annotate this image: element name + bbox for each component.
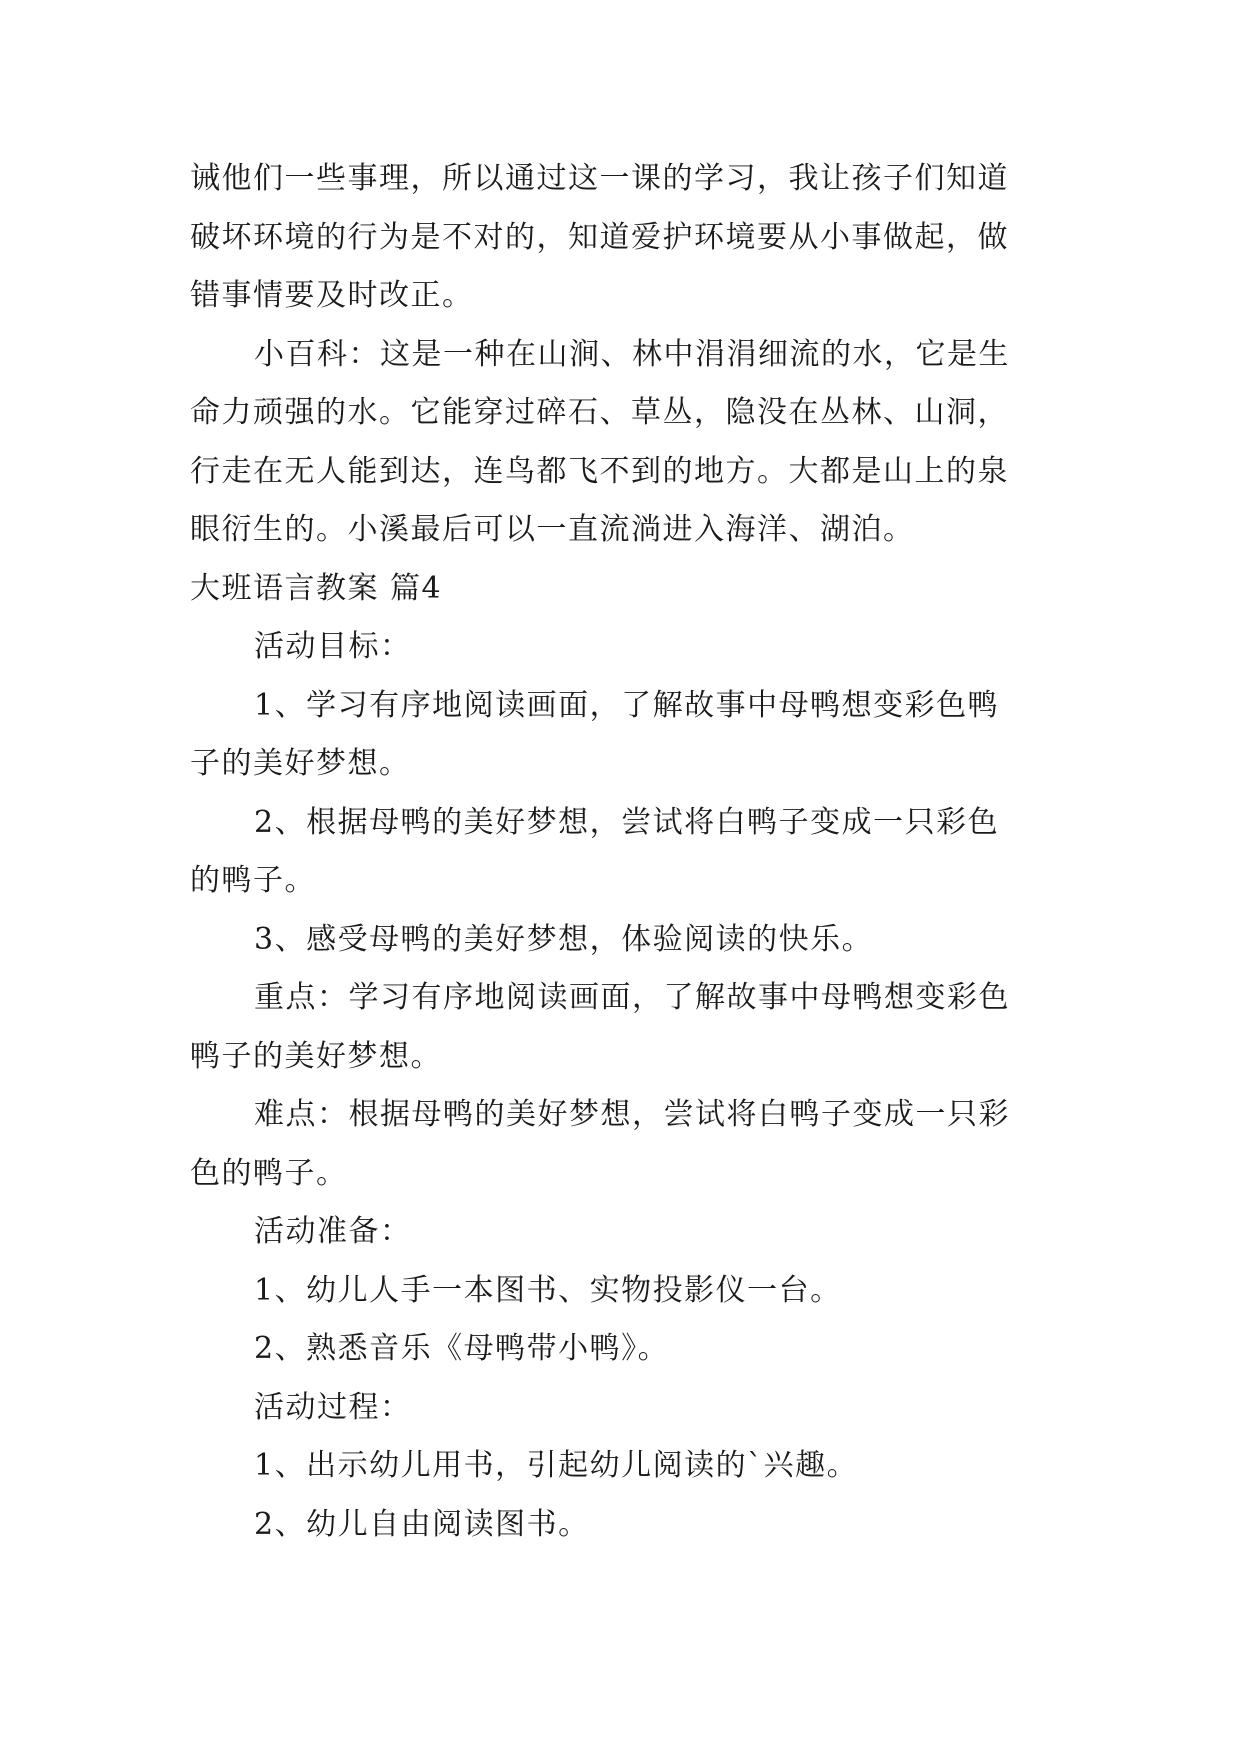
text-line: 色的鸭子。 (190, 1155, 348, 1191)
text-line: 错事情要及时改正。 (190, 278, 474, 313)
text-line: 小百科：这是一种在山涧、林中涓涓细流的水，它是生 (254, 336, 1010, 372)
text-line: 诫他们一些事理，所以通过这一课的学习，我让孩子们知道 (190, 161, 1009, 196)
text-line: 1、学习有序地阅读画面，了解故事中母鸭想变彩色鸭 (254, 687, 1000, 723)
text-line: 鸭子的美好梦想。 (190, 1038, 442, 1074)
text-line: 破坏环境的行为是不对的，知道爱护环境要从小事做起，做 (190, 219, 1009, 255)
text-line: 的鸭子。 (190, 863, 316, 898)
text-line: 眼衍生的。小溪最后可以一直流淌进入海洋、湖泊。 (190, 512, 915, 547)
goal-3-paragraph: 3、感受母鸭的美好梦想，体验阅读的快乐。 (254, 921, 874, 957)
text-line: 子的美好梦想。 (190, 746, 411, 781)
process-item-1: 1、出示幼儿用书，引起幼儿阅读的`兴趣。 (254, 1448, 859, 1483)
text-line: 命力顽强的水。它能穿过碎石、草丛，隐没在丛林、山洞， (190, 395, 1009, 430)
goal-1-paragraph (190, 677, 1050, 794)
section-title: 大班语言教案 篇4 (190, 570, 443, 606)
process-heading: 活动过程： (254, 1389, 412, 1425)
goal-2-paragraph (190, 794, 1050, 911)
prep-item-1: 1、幼儿人手一本图书、实物投影仪一台。 (254, 1272, 842, 1308)
text-line: 行走在无人能到达，连鸟都飞不到的地方。大都是山上的泉 (190, 453, 1009, 489)
continuation-paragraph (190, 150, 1050, 326)
prep-heading: 活动准备： (254, 1214, 412, 1249)
prep-item-2: 2、熟悉音乐《母鸭带小鸭》。 (254, 1331, 670, 1366)
text-line: 重点：学习有序地阅读画面，了解故事中母鸭想变彩色 (254, 980, 1010, 1015)
goals-heading: 活动目标： (254, 629, 412, 664)
process-item-2: 2、幼儿自由阅读图书。 (254, 1506, 590, 1542)
text-line: 难点：根据母鸭的美好梦想，尝试将白鸭子变成一只彩 (254, 1097, 1010, 1132)
encyclopedia-paragraph (190, 326, 1050, 560)
text-line: 2、根据母鸭的美好梦想，尝试将白鸭子变成一只彩色 (254, 804, 1000, 840)
document-body (190, 150, 1050, 1554)
key-point-paragraph (190, 969, 1050, 1086)
difficulty-paragraph (190, 1086, 1050, 1203)
